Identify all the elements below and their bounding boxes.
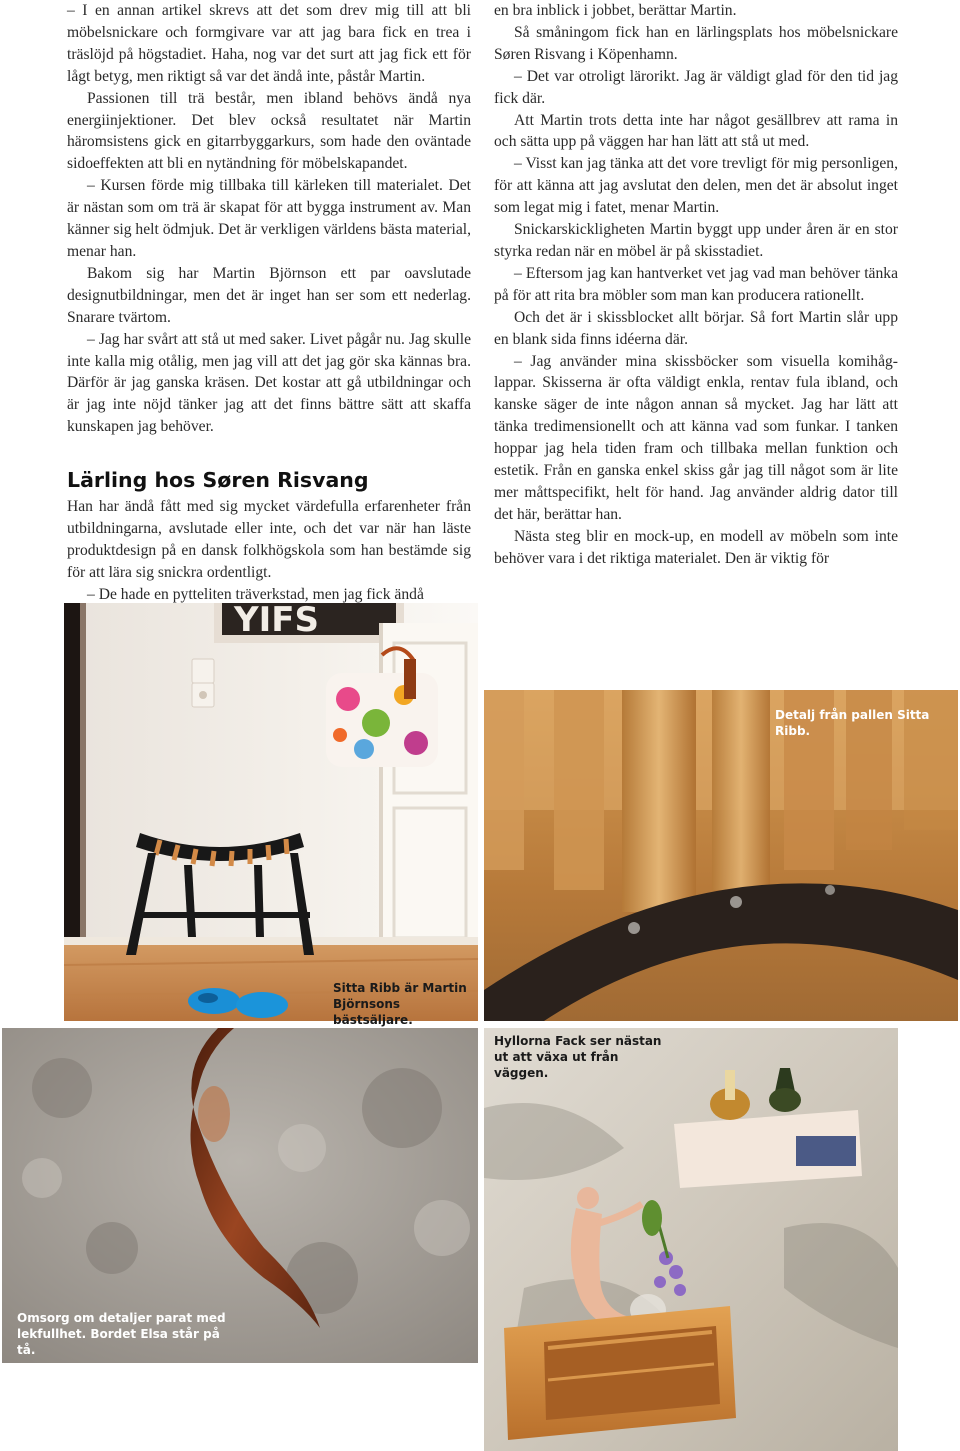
photo-caption: Omsorg om detaljer parat med lekfullhet. Bordet Elsa står på tå. — [17, 1311, 226, 1357]
paragraph: – Det var otroligt lärorikt. Jag är väldigt glad för den tid jag fick där. — [494, 67, 898, 107]
stool-hallway-photo — [64, 603, 478, 1021]
paragraph: Nästa steg blir en mock-up, en modell av möbeln som inte behöver vara i det riktiga materialet. Den är viktig för — [494, 527, 898, 567]
paragraph: Han har ändå fått med sig mycket värdefulla erfarenheter från utbildningarna, avslutade eller inte, och det var när han läste produktdesign på en dansk folkhögskola som han bestämde sig för att lära sig snickra ordentligt. — [67, 498, 471, 581]
paragraph: Passionen till trä består, men ibland behövs ändå nya energiinjektioner. Det blev också resultatet när Martin häromsistens gick en gitarrbyggarkurs, som hade den oväntade sidoeffekten att bli en nytändning för möbelskapandet. — [67, 89, 471, 173]
paragraph: Och det är i skissblocket allt börjar. Så fort Martin slår upp en blank sida finns idéerna där. — [494, 308, 898, 348]
article-left-column — [67, 0, 471, 606]
paragraph: Snickarskickligheten Martin byggt upp under åren är en stor styrka redan när en möbel är på skisstadiet. — [494, 221, 898, 260]
paragraph: – Jag använder mina skissböcker som visuella komihåg-lappar. Skisserna är ofta väldigt enkla, rentav fula ibland, och kanske säger de inte någon annan så mycket. Jag har lätt att tänka tredimensionellt och att känna vad som funkar. I tanken hoppar jag hela tiden fram och tillbaka mellan funktion och estetik. Från en ganska enkel skiss går jag till något som är lite mer måttspecifikt, helt för hand. Jag använder aldrig dator till det här, berättar han. — [494, 352, 898, 523]
paragraph: – De hade en pytteliten träverkstad, men jag fick ändå — [87, 585, 424, 603]
paragraph: – I en annan artikel skrevs att det som drev mig till att bli möbelsnickare och formgivare var att jag bara fick en trea i träslöjd på högstadiet. Haha, nog var det surt att jag fick ett för lågt betyg, men riktigt så var det ändå inte, påstår Martin. — [67, 2, 471, 85]
paragraph: – Kursen förde mig tillbaka till kärleken till materialet. Det är nästan som om trä är skapat för att bygga instrument av. Man känner sig helt ödmjuk. Det är verkligen världens bästa material, menar han. — [67, 177, 472, 260]
article-right-column — [494, 0, 898, 570]
wall-shelves-photo — [484, 1028, 898, 1451]
paragraph: – Jag har svårt att stå ut med saker. Livet pågår nu. Jag skulle inte kalla mig otålig, men jag vill att det jag gör ska kännas bra. Därför är jag ganska kräsen. Det kostar att gå utbildningar och är jag inte nöjd tänker jag att det finns bättre sätt att skaffa kunskapen jag behöver. — [67, 330, 471, 436]
paragraph: Att Martin trots detta inte har något gesällbrev att rama in och sätta upp på väggen har han lätt att stå ut med. — [494, 111, 898, 151]
paragraph: Bakom sig har Martin Björnson ett par oavslutade designutbildningar, men det är inget han ser som ett nederlag. Snarare tvärtom. — [67, 264, 471, 326]
paragraph: – Eftersom jag kan hantverket vet jag vad man behöver tänka på för att rita bra möbler som man kan producera rationellt. — [494, 264, 898, 304]
paragraph: Så småningom fick han en lärlingsplats hos möbelsnickare Søren Risvang i Köpenhamn. — [494, 23, 898, 63]
wood-slat-detail-photo — [484, 690, 958, 1021]
photo-caption: Detalj från pallen Sitta Ribb. — [775, 708, 930, 738]
svg-text:YIFS: YIFS — [234, 603, 319, 640]
section-heading: Lärling hos Søren Risvang — [67, 468, 369, 493]
paragraph: en bra inblick i jobbet, berättar Martin. — [494, 2, 737, 19]
photo-caption: Sitta Ribb är Martin Björnsons bästsäljare. — [333, 981, 467, 1027]
paragraph: – Visst kan jag tänka att det vore trevligt för mig personligen, för att känna att jag avslutat den delen, men det är absolut inget som legat mig i fatet, menar Martin. — [494, 155, 898, 217]
photo-caption: Hyllorna Fack ser nästan ut att växa ut från väggen. — [494, 1034, 662, 1080]
